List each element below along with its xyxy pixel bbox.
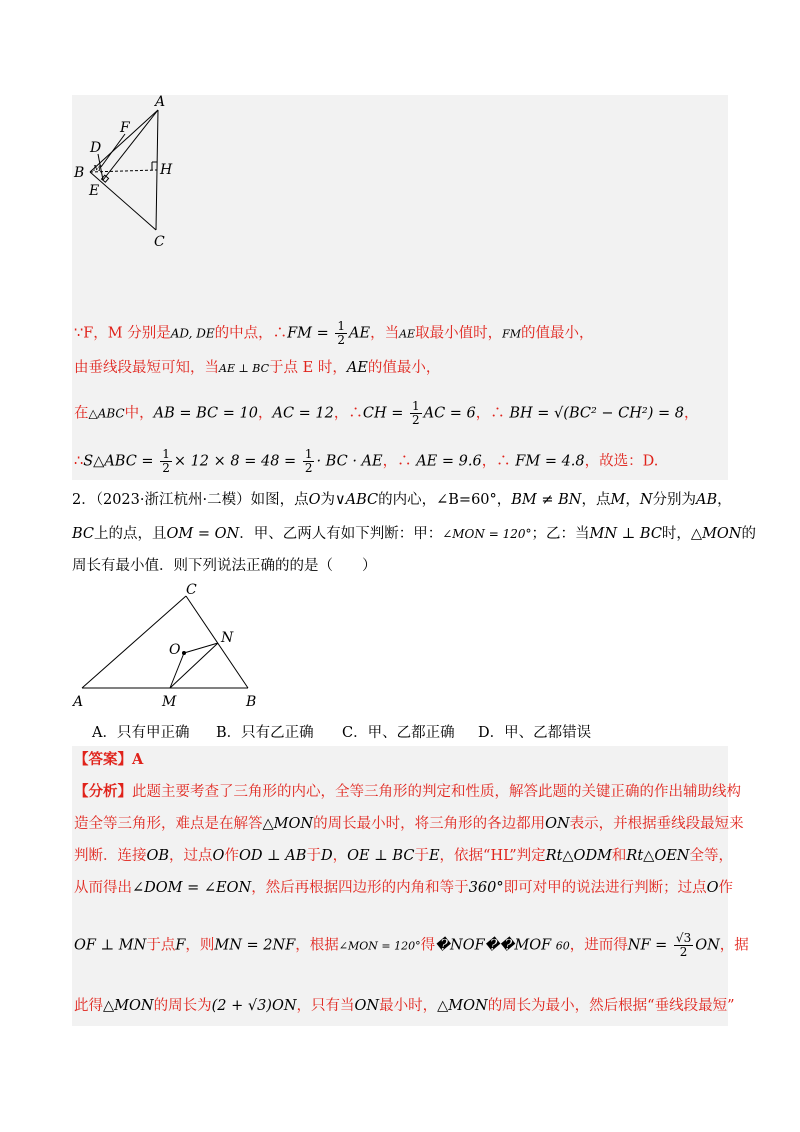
solution-line-4: ∴S△ABC = $\frac{1}{2}$ × 12 × 8 = 48 = $\frac{1}{2}$ · BC · AE，∴ AE = 9.6，∴ FM = 4.8，故选：D. xyxy=(74,447,659,475)
question-2-line-1: 2．（2023·浙江杭州·二模）如图，点O为∨ABC的内心，∠B=60°，BM ≠ BN，点M，N分别为AB， xyxy=(72,492,732,508)
label-c: C xyxy=(154,234,165,250)
analysis-line-3: 判断．连接OB，过点O作OD ⊥ AB于D，OE ⊥ BC于E，依据“HL”判定Rt△ODM和Rt△OEN全等， xyxy=(74,848,733,864)
figure-triangle-abc xyxy=(70,92,210,252)
analysis-line-6: 此得△MON的周长为(2 + √3)ON，只有当ON最小时，△MON的周长为最小，然后根据“垂线段最短” xyxy=(74,998,735,1014)
label-m2: M xyxy=(162,694,177,710)
analysis-line-5: OF ⊥ MN于点F，则MN = 2NF，根据∠MON = 120°得�NOF��MOF 60，进而得NF = $\frac{√3}{2}$ ON，据 xyxy=(74,931,749,959)
label-m: M xyxy=(93,164,102,173)
solution-line-1: ∵F，M 分别是AD, DE的中点，∴FM = $\frac{1}{2}$ AE，当AE取最小值时，FM的值最小， xyxy=(74,319,594,347)
question-2-line-2: BC上的点，且OM = ON．甲、乙两人有如下判断：甲：∠MON = 120°；乙：当MN ⊥ BC时，△MON的 xyxy=(72,526,756,542)
solution-line-2: 由垂线段最短可知，当AE ⊥ BC于点 E 时，AE的值最小， xyxy=(74,360,441,376)
figure-triangle-mon xyxy=(70,582,290,712)
label-f: F xyxy=(120,120,130,136)
answer-label: 【答案】A xyxy=(74,751,144,768)
analysis-line-4: 从而得出∠DOM = ∠EON，然后再根据四边形的内角和等于360°即可对甲的说法进行判断；过点O作 xyxy=(74,880,734,896)
label-o: O xyxy=(169,642,181,658)
choice-b: B．只有乙正确 xyxy=(216,725,314,741)
analysis-line-1: 【分析】此题主要考查了三角形的内心，全等三角形的判定和性质，解答此题的关键正确的作出辅助线构 xyxy=(74,783,741,800)
choice-a: A．只有甲正确 xyxy=(92,725,190,741)
solution-line-3: 在△ABC中，AB = BC = 10，AC = 12，∴CH = $\frac{1}{2}$ AC = 6，∴ BH = √(BC² − CH²) = 8， xyxy=(74,399,699,427)
label-b: B xyxy=(74,165,85,181)
label-a2: A xyxy=(73,694,84,710)
question-2-line-3: 周长有最小值．则下列说法正确的的是（ ） xyxy=(72,558,377,574)
label-a: A xyxy=(155,94,166,110)
choice-d: D．甲、乙都错误 xyxy=(478,725,592,741)
label-n: N xyxy=(221,630,234,646)
label-h: H xyxy=(160,162,173,178)
fraction-half: $\frac{1}{2}$ xyxy=(337,319,346,347)
analysis-label: 【分析】 xyxy=(74,783,132,800)
label-b2: B xyxy=(246,694,257,710)
math-ad-de: AD, DE xyxy=(170,326,215,341)
label-e: E xyxy=(89,183,100,199)
choice-c: C．甲、乙都正确 xyxy=(342,725,455,741)
label-c2: C xyxy=(186,582,197,598)
label-d: D xyxy=(90,140,102,156)
analysis-line-2: 造全等三角形，难点是在解答△MON的周长最小时，将三角形的各边都用ON表示，并根据垂线段最短来 xyxy=(74,816,744,832)
